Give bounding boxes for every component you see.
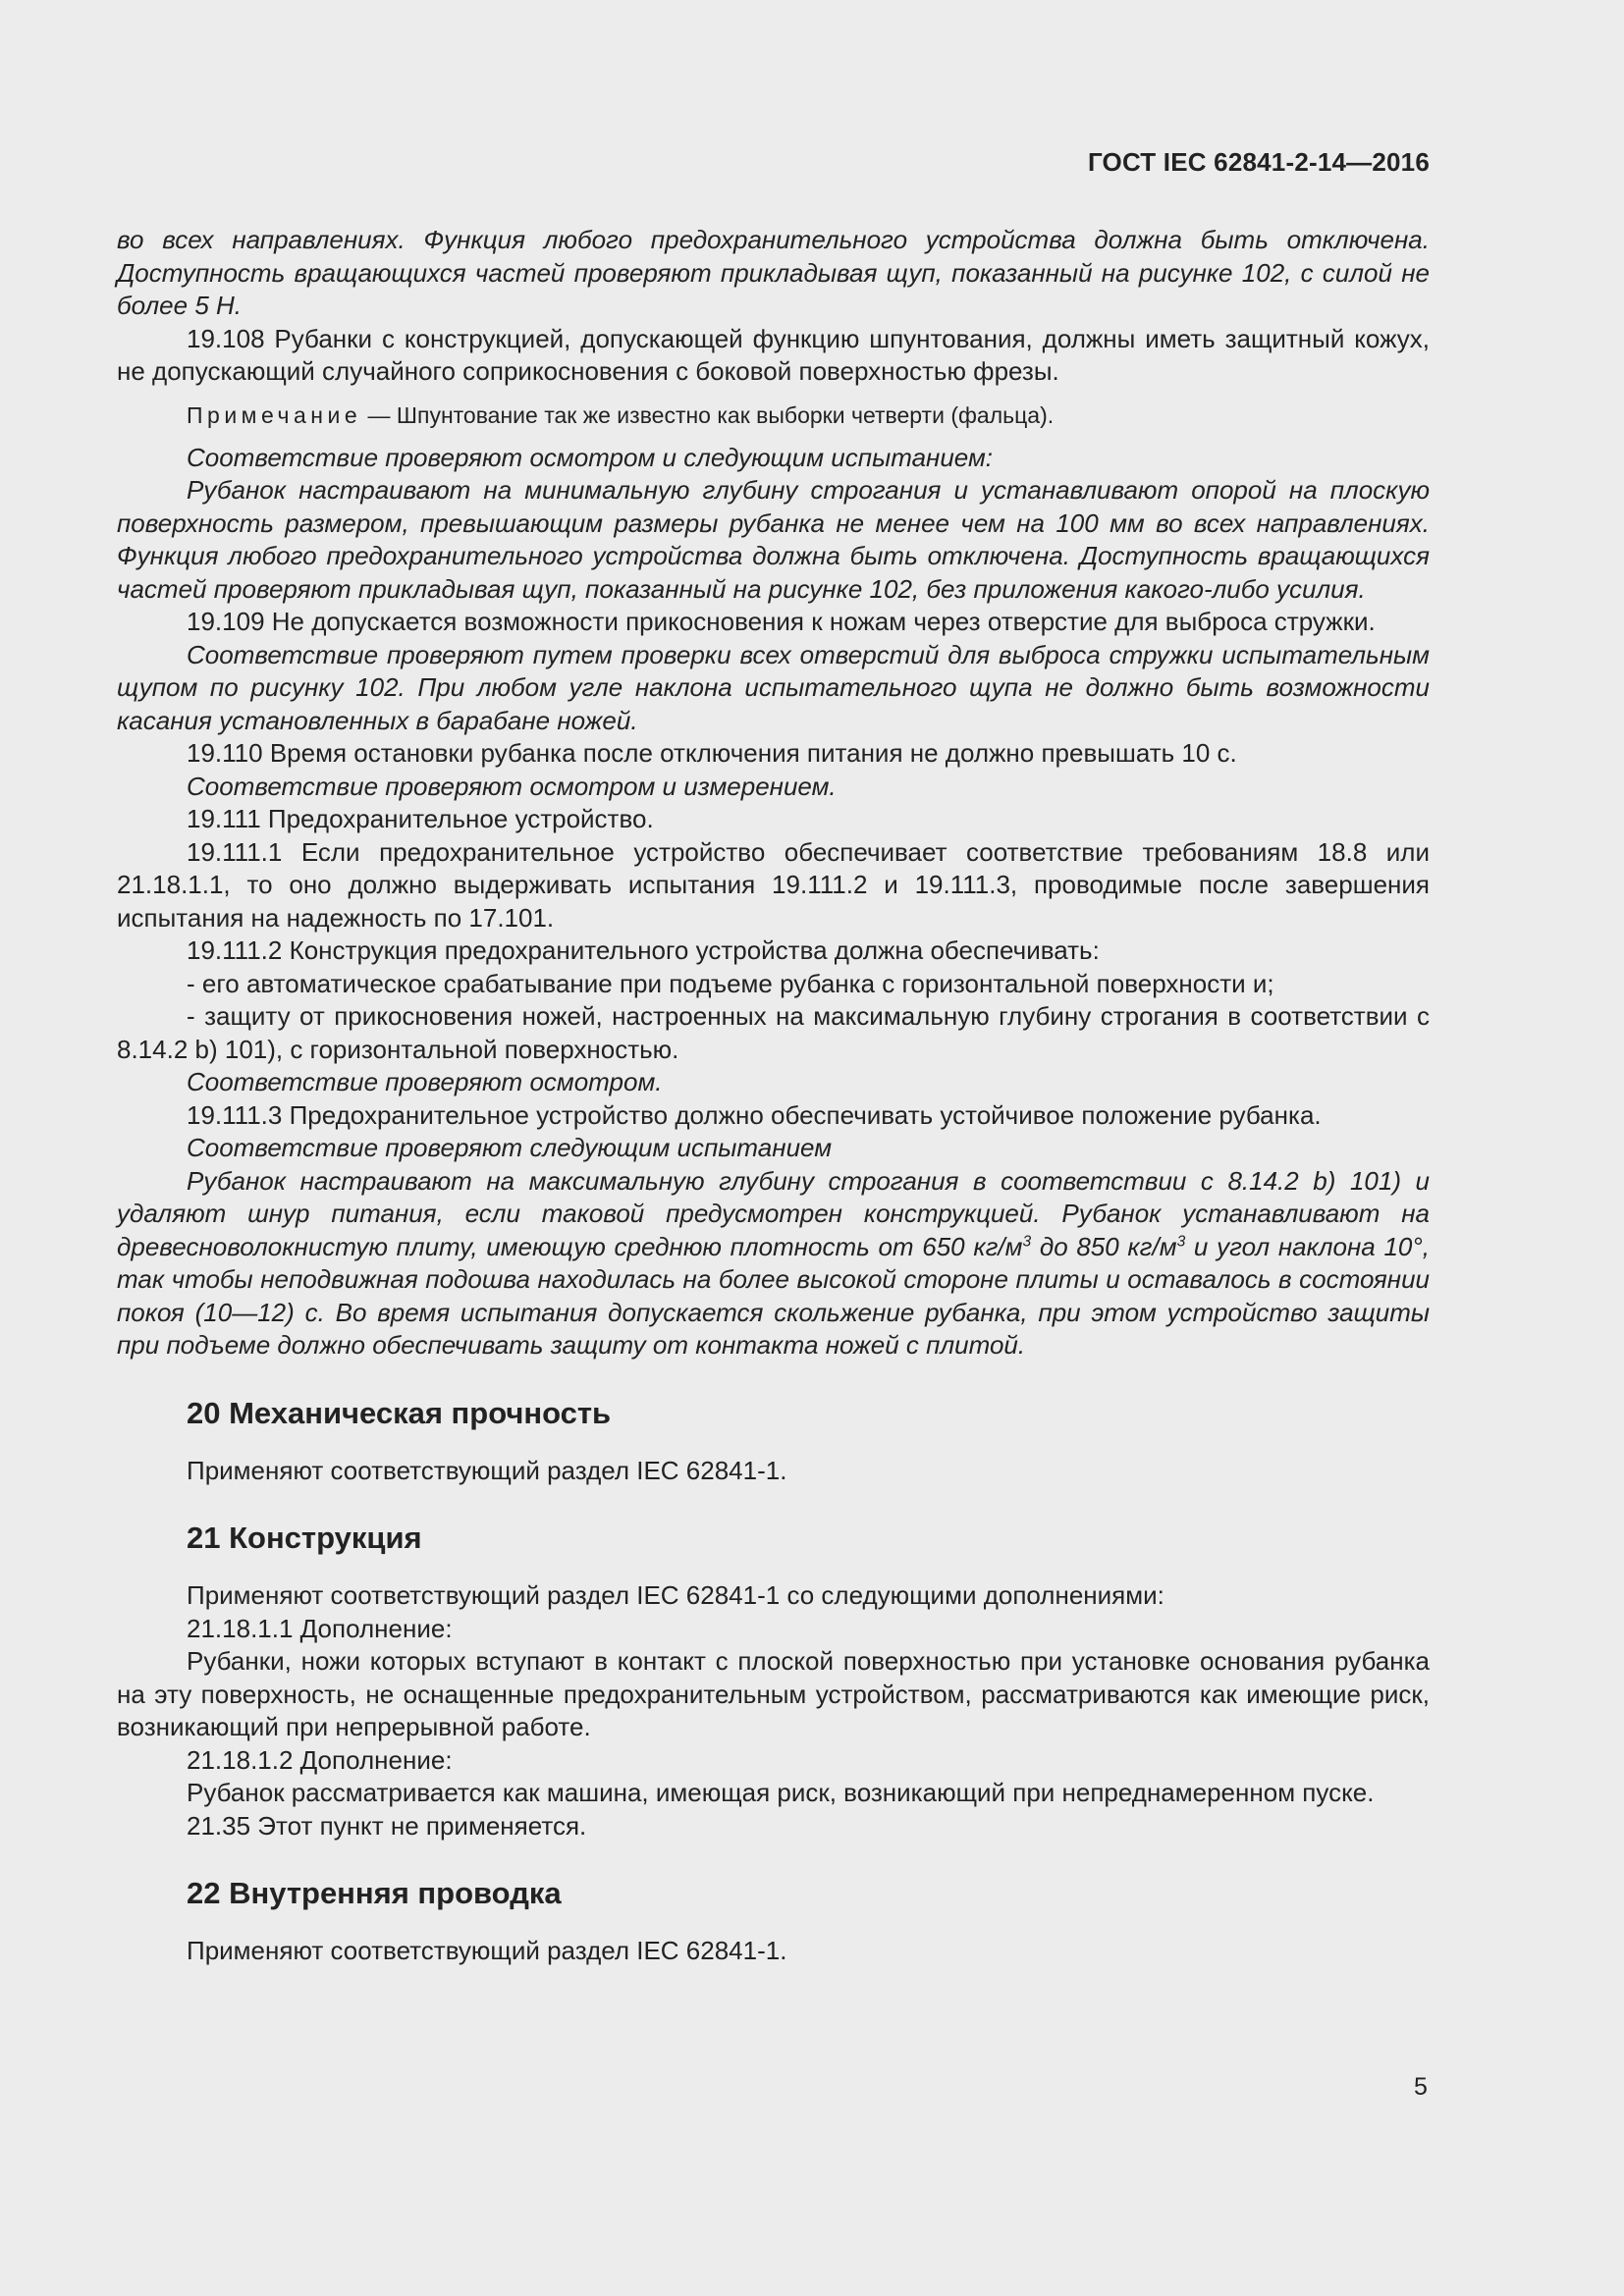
paragraph-19-111-3: 19.111.3 Предохранительное устройство должно обеспечивать устойчивое положение рубанка. — [187, 1099, 1322, 1130]
paragraph-19-111: 19.111 Предохранительное устройство. — [187, 804, 654, 833]
list-item: - защиту от прикосновения ножей, настроенных на максимальную глубину строгания в соответствии с 8.14.2 b) 101), с горизонтальной поверхностью. — [117, 1001, 1430, 1064]
note-label: Примечание — [187, 401, 362, 428]
paragraph: Рубанок рассматривается как машина, имеющая риск, возникающий при непреднамеренном пуске. — [187, 1778, 1375, 1807]
text-fragment: Рубанок настраивают на максимальную глубину строгания в соответствии с 8.14.2 b) 101) и удаляют шнур питания, если таковой предусмотрен конструкцией. Рубанок устанавливают на древесноволокнистую плиту, имеющую среднюю плотность от 650 кг/м — [117, 1165, 1430, 1261]
paragraph-19-109: 19.109 Не допускается возможности прикосновения к ножам через отверстие для выброса стружки. — [187, 607, 1376, 636]
page-number: 5 — [1414, 2073, 1428, 2101]
paragraph: Применяют соответствующий раздел IEC 62841-1. — [187, 1455, 787, 1485]
section-heading-21: 21 Конструкция — [187, 1521, 422, 1555]
superscript: 3 — [1176, 1232, 1186, 1250]
paragraph: 21.18.1.2 Дополнение: — [187, 1744, 453, 1775]
paragraph: Рубанки, ножи которых вступают в контакт с плоской поверхностью при установке основания рубанка на эту поверхность, не оснащенные предохранительным устройством, рассматриваются как имеющие риск, возникающий при непрерывной работе. — [117, 1646, 1430, 1741]
list-item: - его автоматическое срабатывание при подъеме рубанка с горизонтальной поверхности и; — [187, 968, 1274, 998]
paragraph: во всех направлениях. Функция любого предохранительного устройства должна быть отключена. Доступность вращающихся частей проверяют прикладывая щуп, показанный на рисунке 102, с силой не более 5 Н. — [117, 225, 1430, 320]
paragraph: Соответствие проверяют путем проверки всех отверстий для выброса стружки испытательным щупом по рисунку 102. При любом угле наклона испытательного щупа не должно быть возможности касания установленных в барабане ножей. — [117, 639, 1430, 735]
paragraph-19-111-2: 19.111.2 Конструкция предохранительного устройства должна обеспечивать: — [187, 935, 1100, 965]
section-heading-22: 22 Внутренняя проводка — [187, 1876, 562, 1910]
paragraph: Рубанок настраивают на минимальную глубину строгания и устанавливают опорой на плоскую поверхность размером, превышающим размеры рубанка не менее чем на 100 мм во всех направлениях. Функция любого предохранительного устройства должна быть отключена. Доступность вращающихся частей проверяют прикладывая щуп, показанный на рисунке 102, без приложения какого-либо усилия. — [117, 475, 1430, 604]
paragraph-test-procedure — [117, 1165, 1430, 1362]
paragraph: Применяют соответствующий раздел IEC 62841-1 со следующими дополнениями: — [187, 1580, 1164, 1610]
note-text: — Шпунтование так же известно как выборки четверти (фальца). — [361, 401, 1055, 428]
paragraph: Соответствие проверяют осмотром и измерением. — [187, 771, 837, 801]
paragraph-19-108: 19.108 Рубанки с конструкцией, допускающей функцию шпунтования, должны иметь защитный кожух, не допускающий случайного соприкосновения с боковой поверхностью фрезы. — [117, 323, 1430, 386]
section-heading-20: 20 Механическая прочность — [187, 1395, 612, 1430]
paragraph-19-110: 19.110 Время остановки рубанка после отключения питания не должно превышать 10 с. — [187, 738, 1237, 768]
page-content — [117, 224, 1430, 1968]
note — [187, 400, 1430, 430]
paragraph: 21.18.1.1 Дополнение: — [187, 1613, 453, 1643]
text-fragment: до 850 кг/м — [1031, 1231, 1177, 1261]
paragraph: 21.35 Этот пункт не применяется. — [187, 1810, 587, 1841]
paragraph: Соответствие проверяют осмотром. — [187, 1067, 663, 1096]
paragraph: Применяют соответствующий раздел IEC 62841-1. — [187, 1936, 787, 1965]
paragraph: Соответствие проверяют осмотром и следующим испытанием: — [187, 442, 994, 472]
paragraph: Соответствие проверяют следующим испытанием — [187, 1133, 833, 1162]
text-fragment: и угол наклона 10°, так чтобы неподвижная подошва находилась на более высокой стороне плиты и оставалось в состоянии покоя (10—12) с. Во время испытания допускается скольжение рубанка, при этом устройство защиты при подъеме должно обеспечивать защиту от контакта ножей с плитой. — [117, 1231, 1430, 1360]
standard-header: ГОСТ IEC 62841-2-14—2016 — [1087, 147, 1430, 177]
superscript: 3 — [1022, 1232, 1032, 1250]
paragraph-19-111-1: 19.111.1 Если предохранительное устройство обеспечивает соответствие требованиям 18.8 или 21.18.1.1, то оно должно выдерживать испытания 19.111.2 и 19.111.3, проводимые после завершения испытания на надежность по 17.101. — [117, 836, 1430, 933]
